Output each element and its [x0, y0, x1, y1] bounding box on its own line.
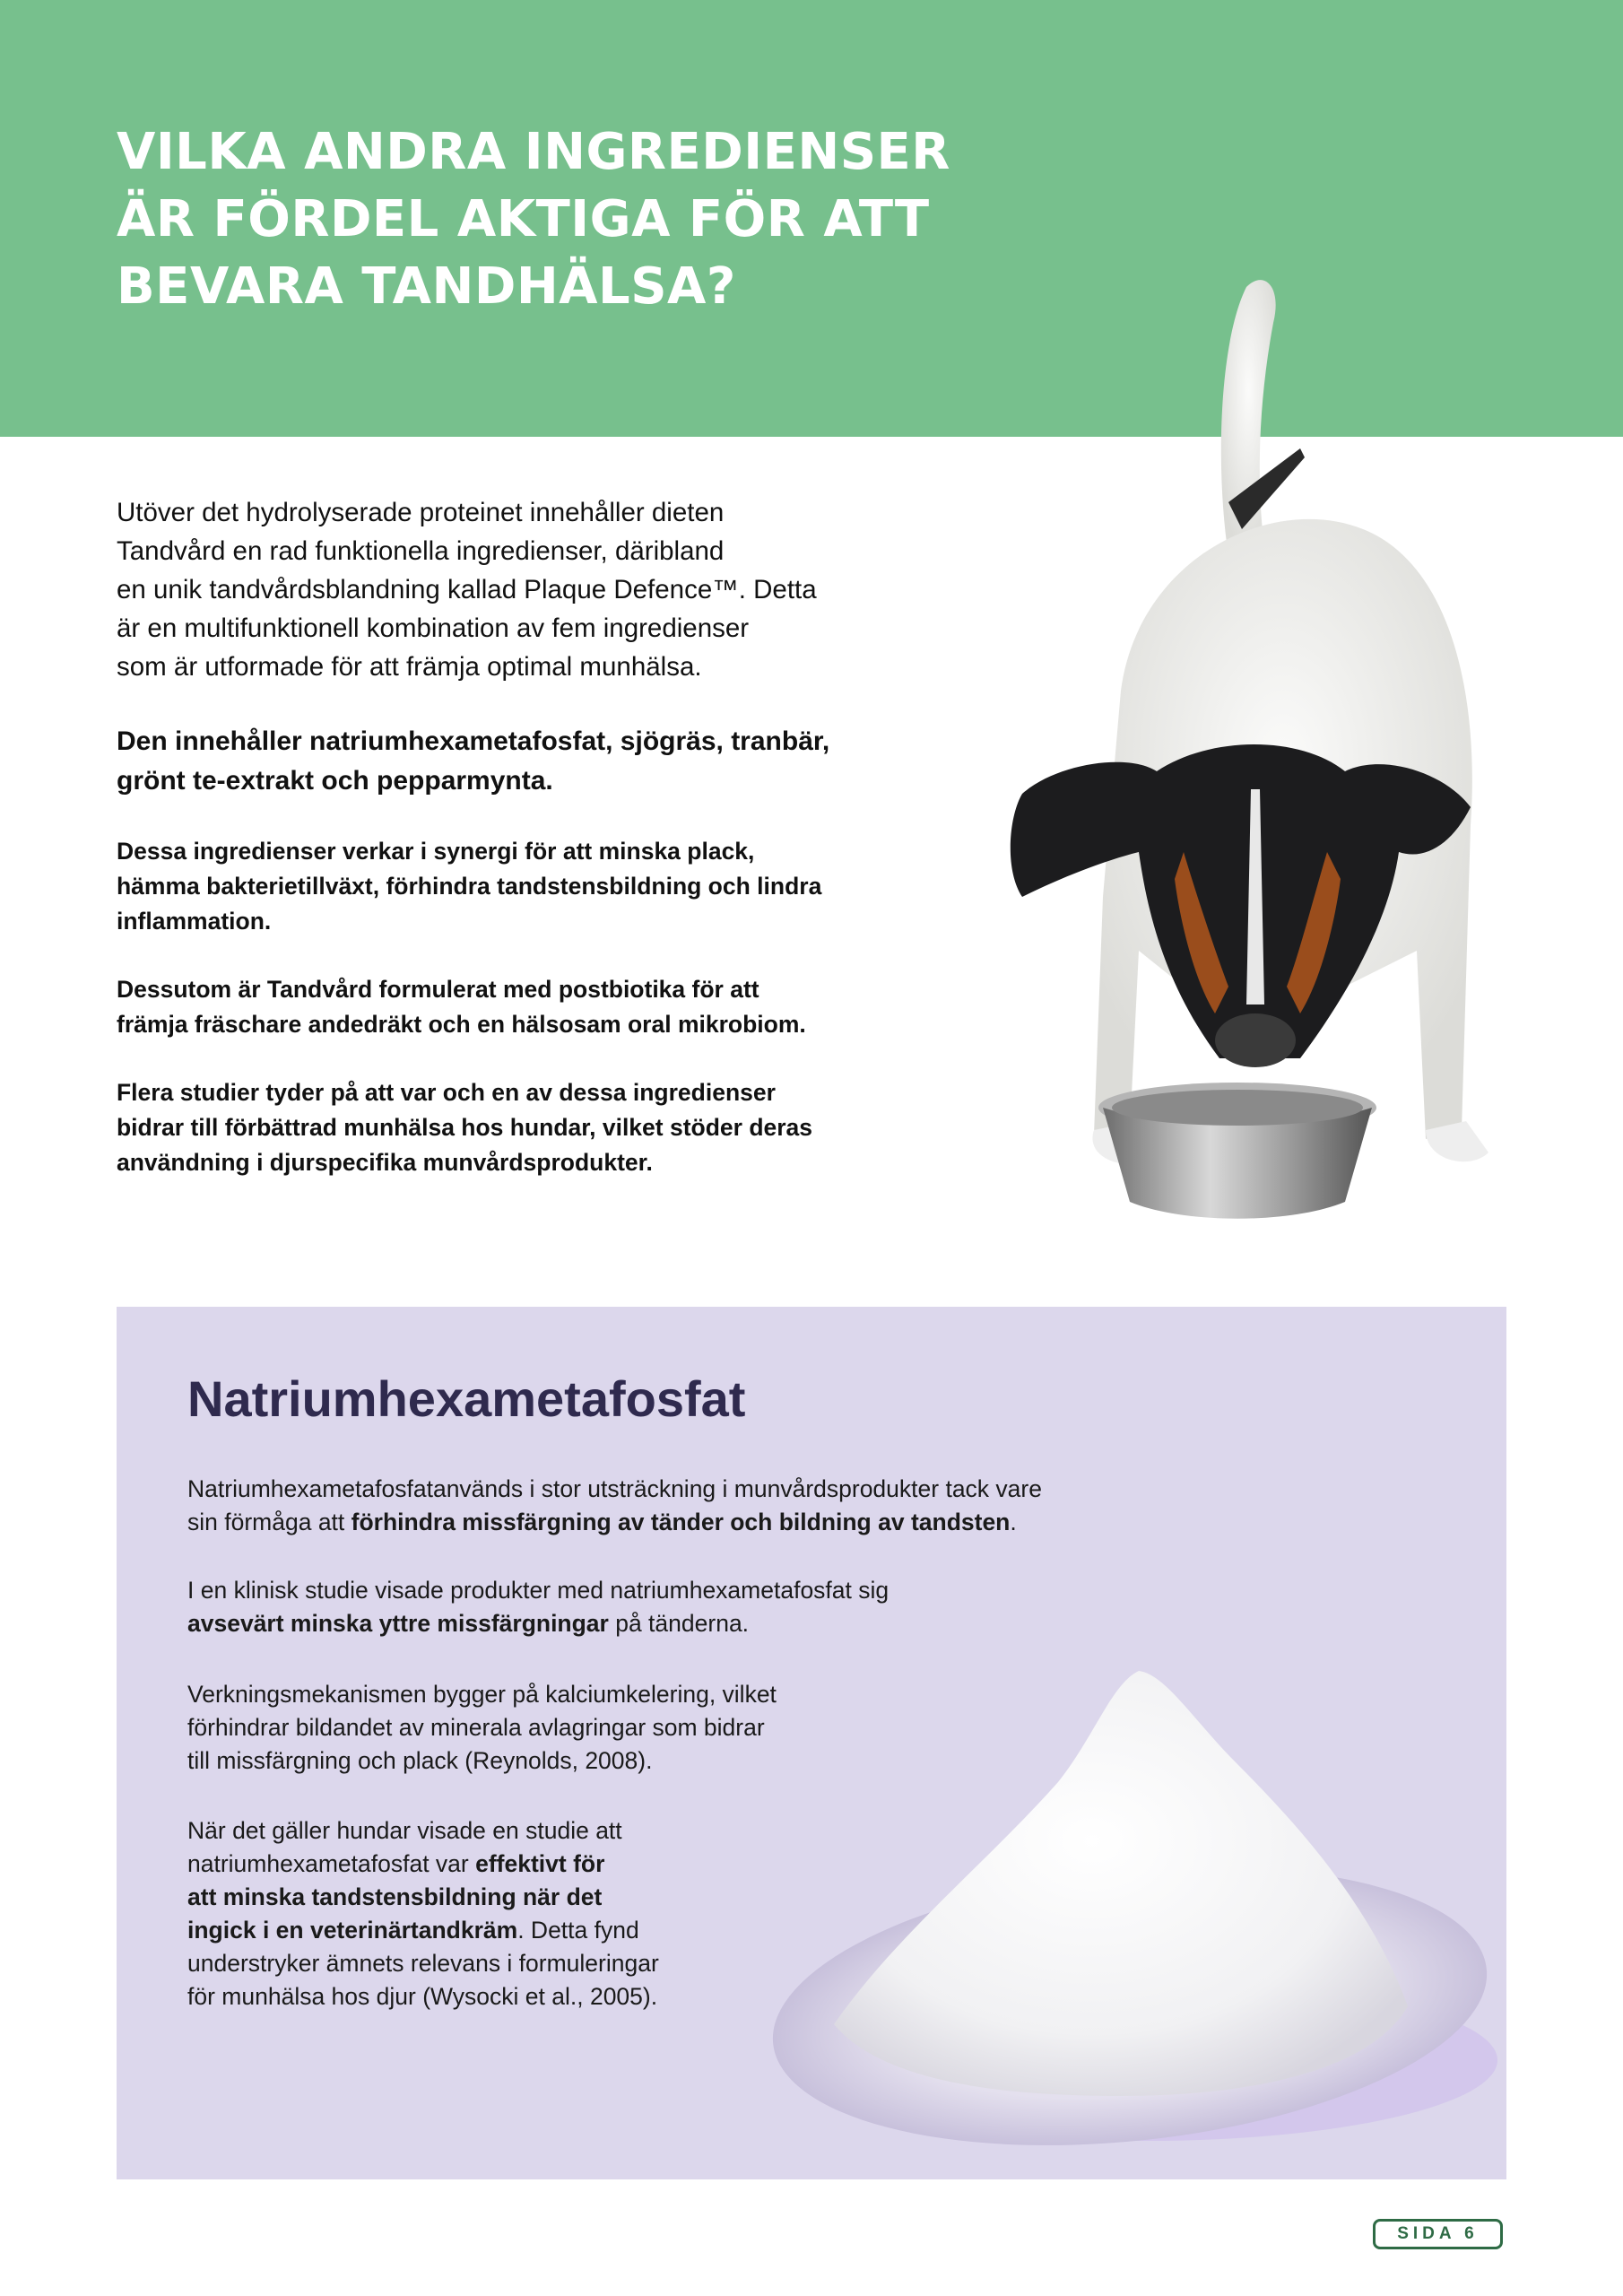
text-line: grönt te-extrakt och pepparmynta. — [117, 766, 553, 796]
text-line — [187, 1848, 659, 1881]
bold-text: avsevärt minska yttre missfärgningar — [187, 1610, 609, 1637]
text-line: Natriumhexametafosfatanvänds i stor utsträckning i munvårdsprodukter tack vare — [187, 1475, 1042, 1502]
text-line: hämma bakterietillväxt, förhindra tandstensbildning och lindra — [117, 873, 822, 900]
text-line: som är utformade för att främja optimal munhälsa. — [117, 652, 702, 682]
text-line — [187, 1607, 889, 1640]
dog-eating-image — [1004, 269, 1488, 1238]
title-line: ÄR FÖRDEL AKTIGA FÖR ATT — [117, 190, 930, 248]
text-line: understryker ämnets relevans i formuleringar — [187, 1950, 659, 1977]
intro-text — [117, 493, 897, 1180]
synergy-paragraph — [117, 834, 897, 939]
text-run: sin förmåga att — [187, 1509, 352, 1535]
text-line: Den innehåller natriumhexametafosfat, sjögräs, tranbär, — [117, 726, 830, 756]
text-line: Flera studier tyder på att var och en av dessa ingredienser — [117, 1079, 776, 1106]
text-line — [187, 1506, 1042, 1539]
text-line: När det gäller hundar visade en studie att — [187, 1817, 622, 1844]
ingredient-info-box — [117, 1307, 1506, 2179]
bold-text: ingick i en veterinärtandkräm — [187, 1917, 518, 1944]
text-line: Tandvård en rad funktionella ingredienser, däribland — [117, 536, 725, 566]
text-line — [187, 1914, 659, 1947]
bold-text: förhindra missfärgning av tänder och bildning av tandsten — [351, 1509, 1011, 1535]
text-run: . Detta fynd — [517, 1917, 639, 1944]
text-line: är en multifunktionell kombination av fem ingredienser — [117, 613, 750, 643]
text-line: Dessa ingredienser verkar i synergi för att minska plack, — [117, 838, 755, 865]
text-line: till missfärgning och plack (Reynolds, 2008). — [187, 1747, 653, 1774]
box-paragraph-2 — [187, 1574, 889, 1640]
text-run: . — [1010, 1509, 1017, 1535]
box-paragraph-3 — [187, 1678, 777, 1778]
text-run: natriumhexametafosfat var — [187, 1850, 476, 1877]
text-line: inflammation. — [117, 908, 272, 935]
text-line: främja fräschare andedräkt och en hälsosam oral mikrobiom. — [117, 1011, 806, 1038]
page-number-badge: SIDA 6 — [1373, 2219, 1503, 2249]
section-heading: Natriumhexametafosfat — [187, 1370, 746, 1427]
text-line: Verkningsmekanismen bygger på kalciumkelering, vilket — [187, 1681, 777, 1708]
text-line: för munhälsa hos djur (Wysocki et al., 2005). — [187, 1983, 658, 2010]
text-run: på tänderna. — [608, 1610, 750, 1637]
bold-text: effektivt för — [475, 1850, 605, 1877]
text-line: användning i djurspecifika munvårdsprodukter. — [117, 1149, 653, 1176]
text-line — [187, 1881, 659, 1914]
intro-paragraph — [117, 493, 897, 686]
text-line: Dessutom är Tandvård formulerat med postbiotika för att — [117, 976, 759, 1003]
text-line: I en klinisk studie visade produkter med natriumhexametafosfat sig — [187, 1577, 890, 1604]
title-line: VILKA ANDRA INGREDIENSER — [117, 123, 950, 181]
postbiotics-paragraph — [117, 972, 897, 1042]
text-line: en unik tandvårdsblandning kallad Plaque Defence™. Detta — [117, 575, 817, 604]
box-paragraph-1 — [187, 1473, 1042, 1539]
title-line: BEVARA TANDHÄLSA? — [117, 257, 736, 316]
ingredients-paragraph — [117, 722, 897, 801]
text-line: förhindrar bildandet av minerala avlagringar som bidrar — [187, 1714, 765, 1741]
salt-powder-plate-image — [762, 1665, 1497, 2150]
text-line: bidrar till förbättrad munhälsa hos hundar, vilket stöder deras — [117, 1114, 813, 1141]
text-line: Utöver det hydrolyserade proteinet innehåller dieten — [117, 498, 725, 527]
bold-text: att minska tandstensbildning när det — [187, 1883, 603, 1910]
studies-paragraph — [117, 1075, 897, 1180]
box-paragraph-4 — [187, 1814, 659, 2013]
page-title — [117, 118, 950, 320]
